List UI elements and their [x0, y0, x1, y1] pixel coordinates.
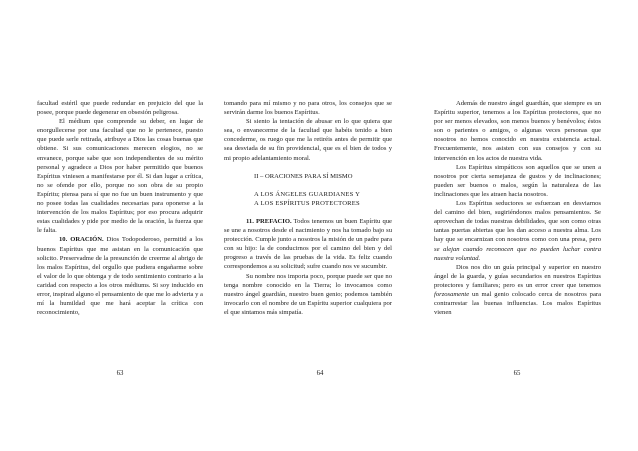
paragraph: Su nombre nos importa poco, porque puede ser que no tenga nombre conocido en la Tierra; lo invocamos como nuestro ángel guardián, nuestro buen genio; podemos también invocarlo con el nombre de un Espíritu superior cualquiera por el que sintamos más simpatía. — [224, 272, 392, 316]
paragraph-text: un mal genio colocado cerca de nosotros para contrarrestar las buenas influencias. Los malos Espíritus vienen — [434, 290, 601, 317]
section-title: II – ORACIONES PARA SÍ MISMO — [254, 172, 353, 180]
paragraph-heading: ORACIÓN. — [70, 236, 104, 244]
paragraph: El médium que comprende su deber, en lugar de enorgullecerse por una facultad que no le pertenece, puesto que puede serle retirada, atribuye a Dios las cosas buenas que obtiene. Si sus comunicaciones merecen elogios, no se envanece, porque sabe que son independientes de su mérito personal y agradece a Dios por haber permitido que buenos Espíritus viniesen a manifestarse por él. Si dan lugar a crítica, no se ofende por ello, porque no son obra de su propio Espíritu; piensa para sí que no fue un buen instrumento y que no posee todas las cualidades necesarias para oponerse a la intervención de los malos Espíritus; por eso procura adquirir estas cualidades y pide por medio de la oración, la fuerza que le falta. — [37, 118, 203, 235]
paragraph — [434, 199, 601, 263]
subtitle-line: A LOS ESPÍRITUS PROTECTORES — [254, 199, 360, 207]
numbered-paragraph — [37, 235, 203, 317]
paragraph: facultad estéril que puede redundar en prejuicio del que la posee, porque puede degenerar en obsesión peligrosa. — [37, 100, 203, 117]
emphasis-text: se alejan cuando reconocen que no pueden luchar contra nuestra voluntad. — [434, 245, 601, 262]
paragraph: Los Espíritus simpáticos son aquellos que se unen a nosotros por cierta semejanza de gustos y de inclinaciones; pueden ser buenos o malos, según la naturaleza de las inclinaciones que les atraen hacia nosotros. — [434, 163, 601, 198]
page-64 — [213, 0, 426, 451]
paragraph-text: Dios nos dio un guía principal y superior en nuestro ángel de la guarda, y guías secundarios en nuestros Espíritus protectores y familiares; pero es un error creer que tenemos — [434, 263, 601, 289]
paragraph-text: Todos tenemos un buen Espíritu que se une a nosotros desde el nacimiento y nos ha tomado bajo su protección. Cumple junto a nosotros la misión de un padre para con su hijo: la de conducirnos por el camino del bien y del progreso a través de las pruebas de la vida. Es feliz cuando correspondemos a su solicitud; sufre cuando nos ve sucumbir. — [224, 217, 392, 271]
paragraph-number: 11. — [246, 217, 254, 225]
page-63 — [0, 0, 213, 451]
paragraph-heading: PREFACIO. — [256, 217, 292, 225]
paragraph-number: 10. — [59, 236, 68, 244]
paragraph — [434, 263, 601, 318]
paragraph-text: Los Espíritus seductores se esfuerzan en desviarnos del camino del bien, sugiriéndonos malos pensamientos. Se aprovechan de todas nuestras debilidades, que son como otras tantas puertas abiertas que les dan acceso a nuestra alma. Los hay que se encarnizan con nosotros como con una presa, pero — [434, 200, 601, 244]
paragraph: tomando para mí mismo y no para otros, los consejos que se servirán darme los buenos Espíritus. — [224, 100, 392, 117]
paragraph-text: Dios Todopoderoso, permitid a los buenos Espíritus que me asistan en la comunicación que solicito. Preservadme de la presunción de creerme al abrigo de los malos Espíritus, del orgullo que pudiera engañarme sobre el valor de lo que obtenga y de todo sentimiento contrario a la caridad con respecto a los otros médiums. Si soy inducido en error, inspirad alguno el pensamiento de que me lo advierta y a mí la humildad que me hará aceptar la crítica con reconocimiento, — [37, 236, 203, 317]
paragraph: Además de nuestro ángel guardián, que siempre es un Espíritu superior, tenemos a los Espíritus protectores, que no por ser menos elevados, son menos buenos y benévolos; éstos son o parientes o amigos, o algunas veces personas que nosotros no hemos conocido en nuestra existencia actual. Frecuentemente, nos asisten con sus consejos y con su intervención en los actos de nuestra vida. — [434, 100, 601, 162]
paragraph: Si siento la tentación de abusar en lo que quiera que sea, o envanecerme de la facultad que habéis tenido a bien concederme, os ruego que me la retiréis antes de permitir que sea desviada de su fin providencial, que es el bien de todos y mi propio adelantamiento moral. — [224, 118, 392, 162]
numbered-paragraph — [224, 217, 392, 272]
emphasis-text: forzosamente — [434, 290, 470, 298]
page-number: 64 — [316, 370, 324, 377]
page-65-text — [434, 99, 601, 317]
page-63-text — [37, 99, 203, 317]
page-65 — [426, 0, 638, 451]
page-number: 65 — [513, 370, 521, 377]
page-64-text — [224, 99, 392, 317]
page-number: 63 — [116, 370, 124, 377]
subtitle-line: A LOS ÁNGELES GUARDIANES Y — [254, 190, 361, 198]
